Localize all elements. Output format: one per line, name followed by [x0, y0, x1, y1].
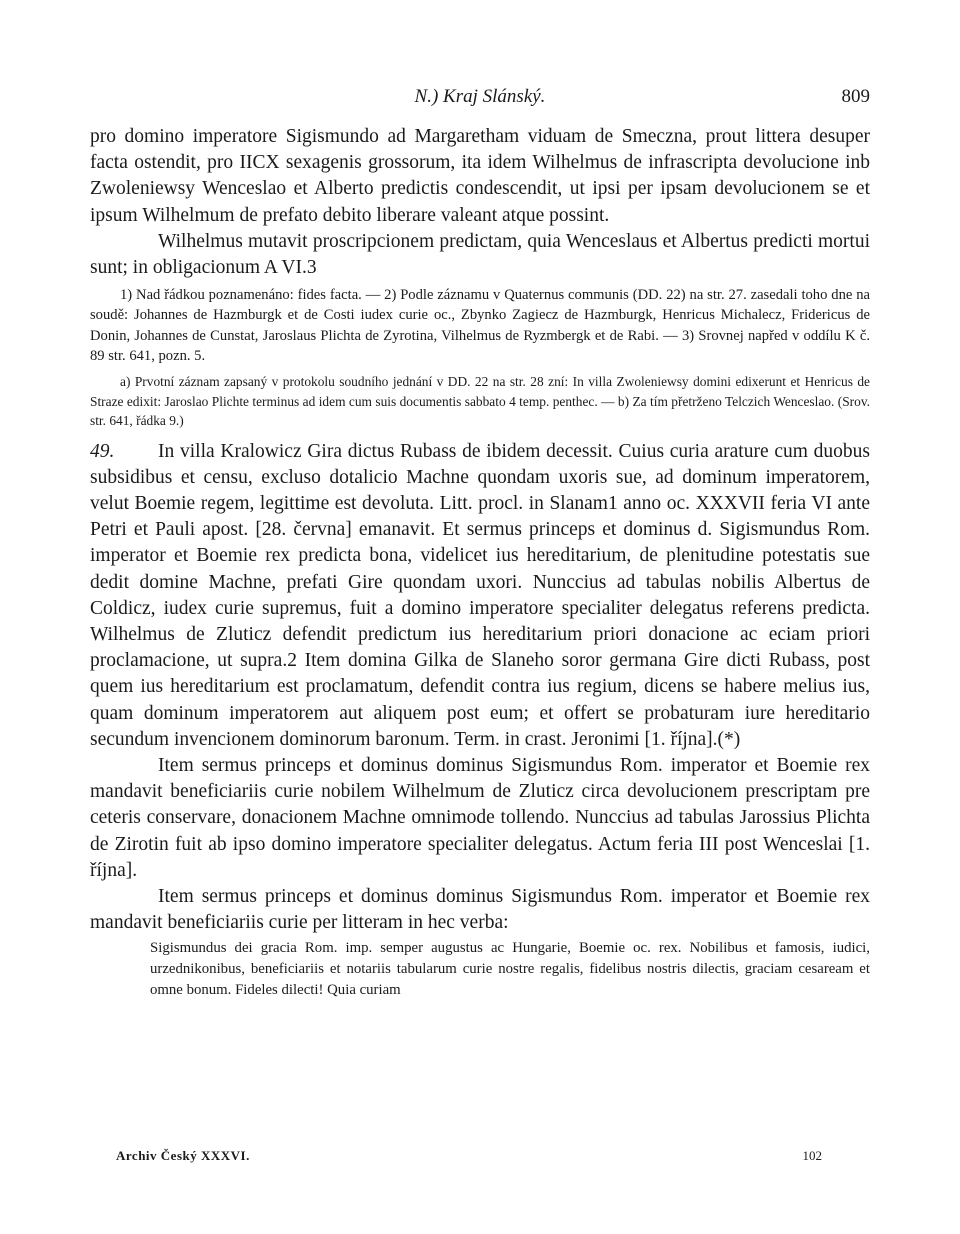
- main-text: [90, 124, 870, 281]
- footnotes-numbered: [90, 285, 870, 366]
- footnotes-lettered: [90, 372, 870, 431]
- textual-note: a) Prvotní záznam zapsaný v protokolu soudního jednání v DD. 22 na str. 28 zní: In villa Zwoleniewsy domini edixerunt et Henricus de Straze edixit: Jaroslao Plichte terminus ad idem cum suis documentis sabbato 4 temp. penthec. — b) Za tím přetrženo Telczich Wenceslao. (Srov. str. 641, řádka 9.): [90, 374, 870, 429]
- footer-signature-number: 102: [802, 1148, 822, 1163]
- entry-text: In villa Kralowicz Gira dictus Rubass de ibidem decessit. Cuius curia arature cum duobus subsidibus et censu, excluso dotalicio Machne quondam uxoris sue, ad dominum imperatorem, velut Boemie regem, legittime est devoluta. Litt. procl. in Slanam1 anno oc. XXXVII feria VI ante Petri et Pauli apost. [28. června] emanavit. Et sermus princeps et dominus d. Sigismundus Rom. imperator et Boemie rex predicta bona, videlicet ius hereditarium, de plenitudine potestatis sue dedit domine Machne, prefati Gire quondam uxori. Nunccius ad tabulas nobilis Albertus de Coldicz, iudex curie supremus, fuit a domino imperatore specialiter delegatus referens predicta. Wilhelmus de Zluticz defendit predictum ius hereditarium priori donacione ac eciam priori proclamacione, ut supra.2 Item domina Gilka de Slaneho soror germana Gire dicti Rubass, post quem ius hereditarium est proclamatum, defendit contra ius regium, dicens se habere melius ius, quam dominum imperatorem aut aliquem post eum; et offert se probaturam iure hereditario secundum invencionem dominorum baronum. Term. in crast. Jeronimi [1. října].(*): [90, 440, 870, 750]
- running-title: N.) Kraj Slánský.: [414, 86, 546, 107]
- page-number: 809: [841, 86, 870, 107]
- entry-number: 49.: [90, 440, 115, 462]
- paragraph-mutavit: Wilhelmus mutavit proscripcionem predictam, quia Wenceslaus et Albertus predicti mortui sunt; in obligacionum A VI.3: [90, 230, 870, 279]
- paragraph-continuation: pro domino imperatore Sigismundo ad Margaretham viduam de Smeczna, prout littera desuper facta ostendit, pro IICX sexagenis grossorum, ita idem Wilhelmus de infrascripta devolucione inb Zwoleniewsy Wenceslao et Alberto predictis condescendit, ut ipsi per ipsam devolucionem se et ipsum Wilhelmum de prefato debito liberare valeant atque possint.: [90, 126, 870, 226]
- footer-publication: Archiv Český XXXVI.: [116, 1148, 250, 1163]
- paragraph-item-1: Item sermus princeps et dominus dominus Sigismundus Rom. imperator et Boemie rex mandavit beneficiariis curie nobilem Wilhelmum de Zluticz circa devolucionem prescriptam pre ceteris conservare, donacionem Machne omnimode tollendo. Nunccius ad tabulas Jarossius Plichta de Zirotin fuit ab ipso domino imperatore specialiter delegatus. Actum feria III post Wenceslai [1. října].: [90, 754, 870, 881]
- paragraph-item-2: Item sermus princeps et dominus dominus Sigismundus Rom. imperator et Boemie rex mandavit beneficiariis curie per litteram in hec verba:: [90, 885, 870, 934]
- footnote-text: 1) Nad řádkou poznamenáno: fides facta. — 2) Podle záznamu v Quaternus communis (DD. 22) na str. 27. zasedali toho dne na soudě: Johannes de Hazmburgk et de Costi iudex curie oc., Zbynko Zagiecz de Hazmburgk, Henricus Michalecz, Fridericus de Donin, Johannes de Cunstat, Jaroslaus Plichta de Zyrotina, Vilhelmus de Ryzmbergk et de Rabi. — 3) Srovnej napřed v oddílu K č. 89 str. 641, pozn. 5.: [90, 287, 870, 364]
- quoted-letter: Sigismundus dei gracia Rom. imp. semper augustus ac Hungarie, Boemie oc. rex. Nobilibus et famosis, iudici, urzednikonibus, beneficiariis et notariis tabularum curie nostre regalis, fidelibus nostris dilectis, graciam cesaream et omne bonum. Fideles dilecti! Quia curiam: [150, 940, 870, 999]
- document-page: [90, 82, 870, 1001]
- entry-49: [90, 439, 870, 937]
- page-header: [90, 82, 870, 112]
- entry-paragraph: [90, 439, 870, 753]
